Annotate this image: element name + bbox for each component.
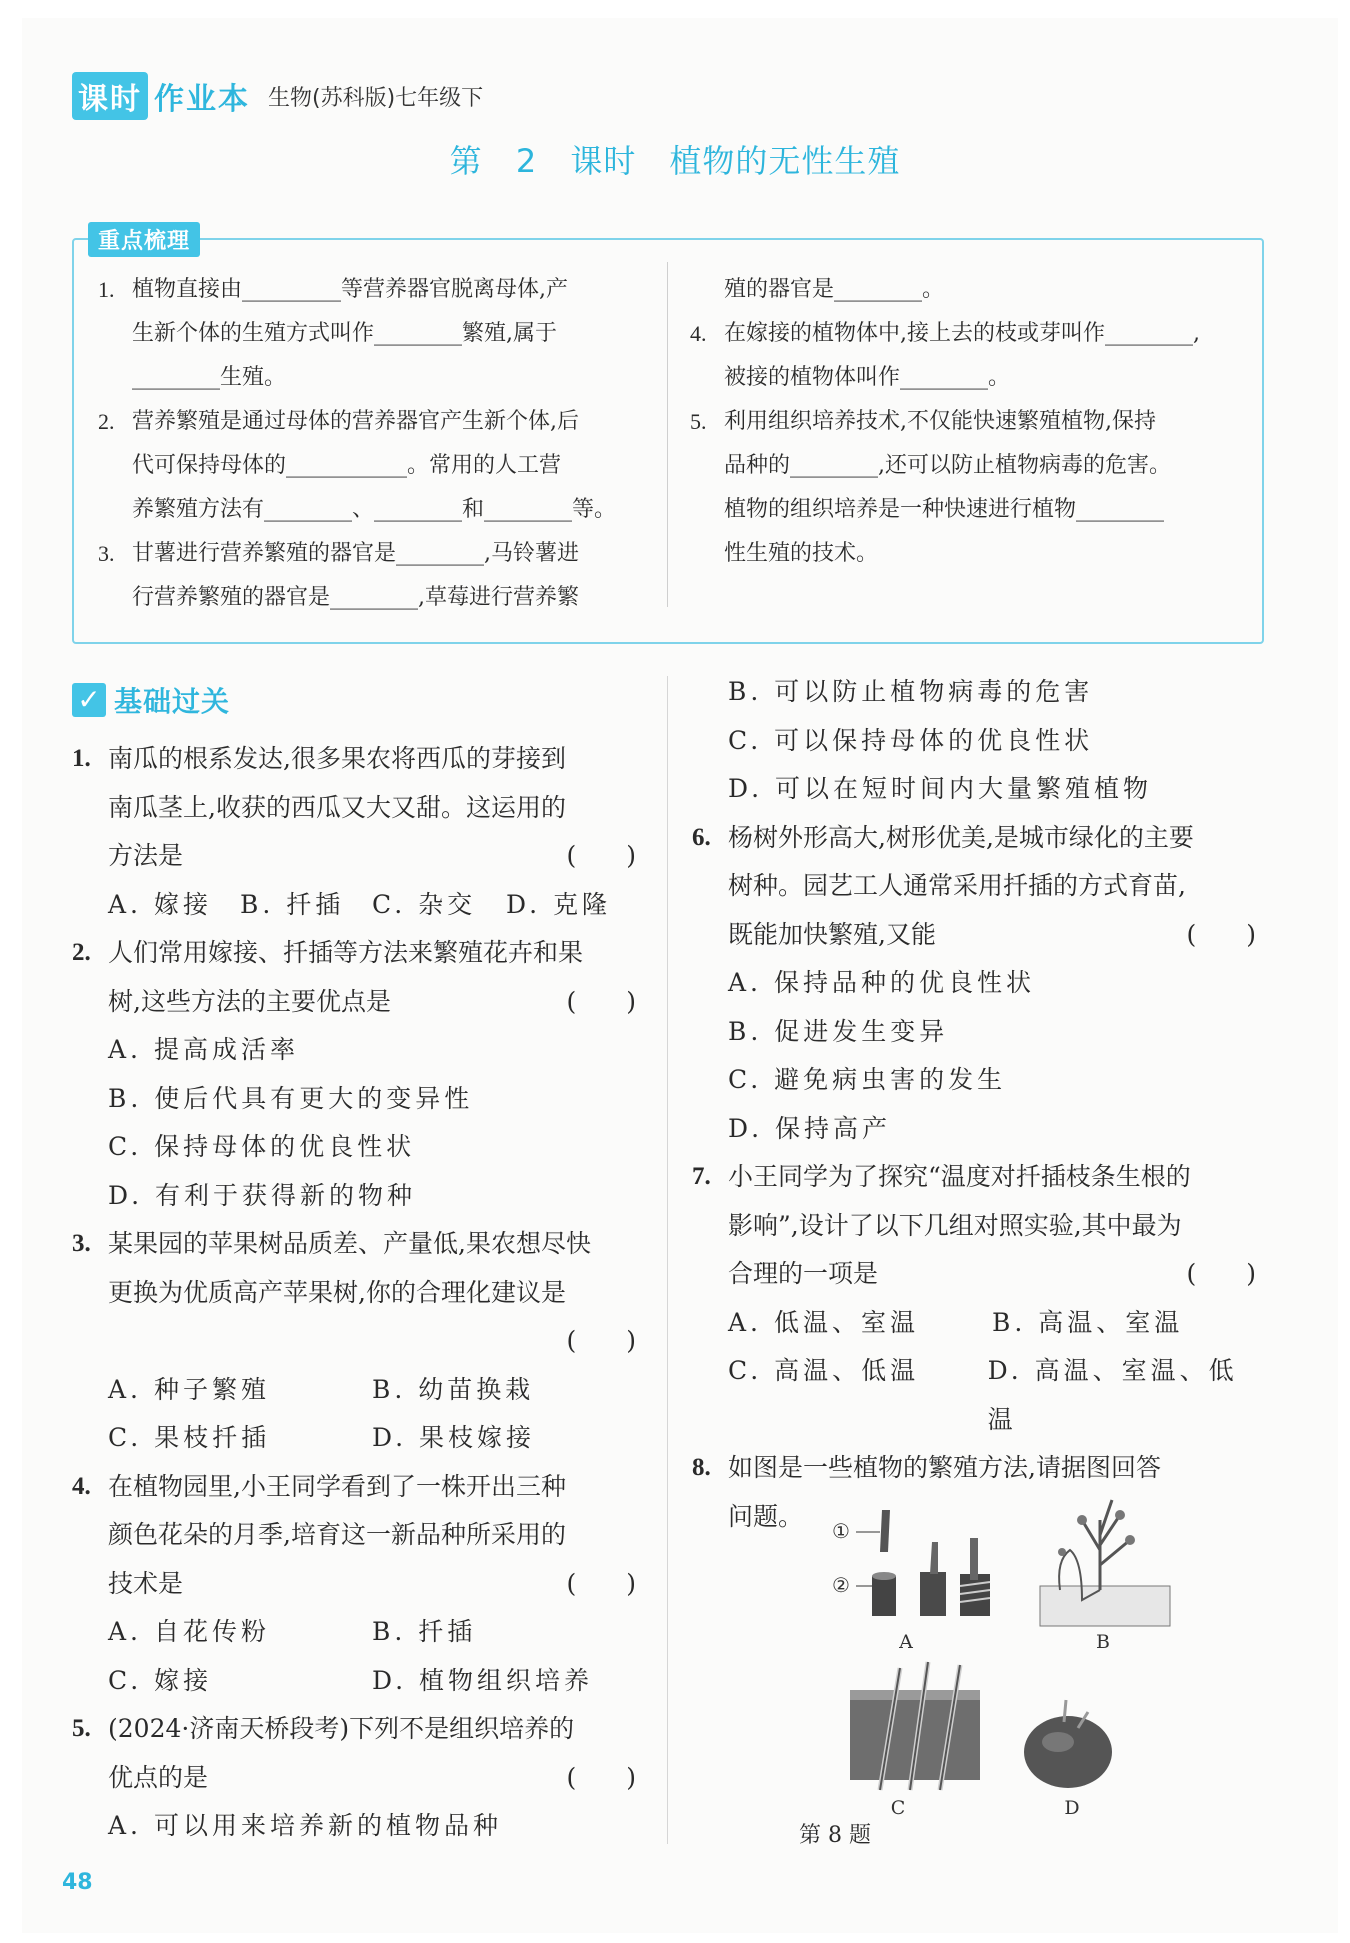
key-point-line: 被接的植物体叫作________。 [724,365,1011,390]
figure-a-grafting [832,1510,990,1616]
figure-caption: 第 8 题 [799,1823,871,1848]
option: A. 低温、室温 [728,1307,919,1337]
option: D. 可以在短时间内大量繁殖植物 [728,774,1153,803]
question-line [72,735,642,784]
question-line [72,1463,642,1512]
question-text: 人们常用嫁接、扦插等方法来繁殖花卉和果 [108,938,584,967]
answer-paren-line [72,1317,642,1366]
question-text: 优点的是 [108,1762,209,1792]
key-point-number: 2. [98,409,115,434]
question-line [72,1511,642,1560]
question-line [692,862,1262,911]
key-point-line [98,532,646,576]
section-header [72,680,230,720]
question-line [72,1705,642,1754]
key-point-line [98,268,646,312]
question-text: 技术是 [108,1568,184,1598]
options-row [692,1347,1262,1444]
figure-label-d: D [1064,1797,1080,1819]
key-point-line [690,400,1238,444]
checkbox-icon: ✓ [72,683,106,717]
option-c: C. 杂交 [372,889,477,919]
brand-title: 作业本 [154,82,250,117]
options-row [72,1608,642,1657]
key-point-number: 3. [98,541,115,566]
option: C. 嫁接 [108,1665,213,1695]
question-number: 7. [692,1163,711,1190]
option-c: C. 避免病虫害的发生 [728,1065,1007,1094]
key-points-right-column [690,268,1238,576]
question-number: 5. [72,1715,91,1742]
option-b: B. 扦插 [240,889,345,919]
question-line [692,1250,1262,1299]
question-text: 小王同学为了探究“温度对扦插枝条生根的 [728,1162,1191,1191]
option: C. 高温、低温 [728,1356,920,1385]
options-row [72,881,642,930]
questions-left-column [72,735,642,1851]
question-text: 方法是 [108,841,184,870]
subject-label: 生物(苏科版)七年级下 [268,85,484,111]
question-8-figure [820,1490,1200,1850]
question-number: 3. [72,1230,91,1257]
question-text: 如图是一些植物的繁殖方法,请据图回答 [728,1453,1161,1482]
question-line [692,1153,1262,1202]
key-point-line: 行营养繁殖的器官是________,草莓进行营养繁 [132,585,579,610]
option: D. 高温、室温、低温 [987,1356,1238,1434]
key-point-line [98,400,646,444]
question-line [72,929,642,978]
question-text: 南瓜的根系发达,很多果农将西瓜的芽接到 [108,744,566,773]
option-b: B. 使后代具有更大的变异性 [108,1083,474,1113]
option: D. 植物组织培养 [372,1665,594,1695]
options-row [692,1299,1262,1348]
key-point-line [690,312,1238,356]
key-point-line: ________生殖。 [132,365,287,390]
key-point-line: 植物的组织培养是一种快速进行植物________ [724,497,1165,522]
question-line [692,1444,1262,1493]
figure-c-cutting [850,1662,980,1790]
question-line [72,1220,642,1269]
key-point-line: 生新个体的生殖方式叫作________繁殖,属于 [132,321,557,346]
options-row [72,1366,642,1415]
options-row [72,1657,642,1706]
key-points-left-column [98,268,646,620]
figure-b-layering [1040,1500,1170,1626]
question-text: 在植物园里,小王同学看到了一株开出三种 [108,1471,566,1501]
question-line [72,1754,642,1803]
option: B. 幼苗换栽 [372,1374,535,1404]
question-text: 问题。 [728,1501,804,1531]
question-line [692,1202,1262,1251]
key-point-line: 养繁殖方法有________、________和________等。 [132,497,617,522]
option: B. 扦插 [372,1617,477,1646]
question-text: 某果园的苹果树品质差、产量低,果农想尽快 [108,1229,591,1258]
option-b: B. 促进发生变异 [728,1016,949,1046]
option: D. 果枝嫁接 [372,1423,536,1452]
option: C. 果枝扦插 [108,1423,271,1452]
option-a: A. 可以用来培养新的植物品种 [108,1811,502,1840]
option: A. 自花传粉 [108,1617,270,1646]
key-point-text: 利用组织培养技术,不仅能快速繁殖植物,保持 [724,409,1156,434]
figure-label-a: A [899,1631,913,1653]
question-text: 合理的一项是 [728,1259,879,1288]
figure-d-potato [1024,1700,1112,1788]
answer-paren: ( ) [566,1568,636,1598]
answer-paren: ( ) [1186,919,1256,949]
question-number: 8. [692,1454,711,1481]
lesson-title: 第 2 课时 植物的无性生殖 [449,142,901,180]
answer-paren: ( ) [1186,1259,1256,1288]
option: A. 种子繁殖 [108,1374,270,1404]
key-point-text: 在嫁接的植物体中,接上去的枝或芽叫作________, [724,321,1200,346]
key-points-divider [667,262,668,607]
key-point-text: 植物直接由_________等营养器官脱离母体,产 [132,277,568,302]
key-point-number: 1. [98,277,115,302]
question-text: 树种。园艺工人通常采用扦插的方式育苗, [728,871,1186,900]
option-d: D. 有利于获得新的物种 [108,1180,417,1210]
option: C. 可以保持母体的优良性状 [728,725,1094,755]
question-line [692,814,1262,863]
key-point-line: 性生殖的技术。 [724,541,879,566]
answer-paren: ( ) [566,1762,636,1792]
question-number: 6. [692,823,711,851]
column-divider [667,676,668,1844]
page-number: 48 [62,1870,93,1895]
question-line [72,1560,642,1609]
book-brand [72,72,483,120]
answer-paren: ( ) [566,1326,636,1355]
option-a: A. 提高成活率 [108,1035,299,1064]
question-number: 4. [72,1472,91,1500]
question-line [692,911,1262,960]
figure-label-b: B [1096,1631,1110,1653]
key-point-text: 营养繁殖是通过母体的营养器官产生新个体,后 [132,409,579,434]
section-title: 基础过关 [114,685,231,718]
key-point-number: 5. [690,409,707,434]
key-point-text: 殖的器官是________。 [724,277,945,302]
key-point-line [690,268,1238,312]
question-text: (2024·济南天桥段考)下列不是组织培养的 [108,1714,575,1743]
question-line [72,784,642,833]
question-line [72,1269,642,1318]
option-a: A. 嫁接 [108,889,212,919]
option-c: C. 保持母体的优良性状 [108,1132,416,1161]
key-point-line: 品种的________,还可以防止植物病毒的危害。 [724,453,1171,478]
question-text: 既能加快繁殖,又能 [728,919,936,949]
question-line [72,832,642,881]
option-d: D. 克隆 [506,889,612,919]
question-text: 颜色花朵的月季,培育这一新品种所采用的 [108,1520,566,1549]
question-text: 树,这些方法的主要优点是 [108,986,391,1016]
key-point-text: 甘薯进行营养繁殖的器官是________,马铃薯进 [132,541,579,566]
question-text: 南瓜茎上,收获的西瓜又大又甜。这运用的 [108,792,566,822]
question-text: 更换为优质高产苹果树,你的合理化建议是 [108,1277,566,1307]
question-text: 杨树外形高大,树形优美,是城市绿化的主要 [728,822,1194,852]
option-d: D. 保持高产 [728,1113,892,1143]
options-row [72,1414,642,1463]
figure-label-c: C [890,1797,906,1819]
question-line [72,978,642,1027]
option: B. 可以防止植物病毒的危害 [728,677,1094,706]
answer-paren: ( ) [566,986,636,1016]
option: B. 高温、室温 [992,1307,1184,1337]
questions-right-column [692,668,1262,1541]
marker-2: ② [832,1573,850,1597]
question-text: 影响”,设计了以下几组对照实验,其中最为 [728,1210,1182,1240]
marker-1: ① [832,1519,850,1543]
answer-paren: ( ) [566,841,636,870]
key-point-number: 4. [690,321,707,346]
question-number: 1. [72,745,91,772]
question-number: 2. [72,939,91,966]
option-a: A. 保持品种的优良性状 [728,968,1035,997]
brand-highlight: 课时 [72,72,148,120]
key-points-tag: 重点梳理 [88,222,200,257]
key-point-line: 代可保持母体的___________。常用的人工营 [132,453,562,478]
